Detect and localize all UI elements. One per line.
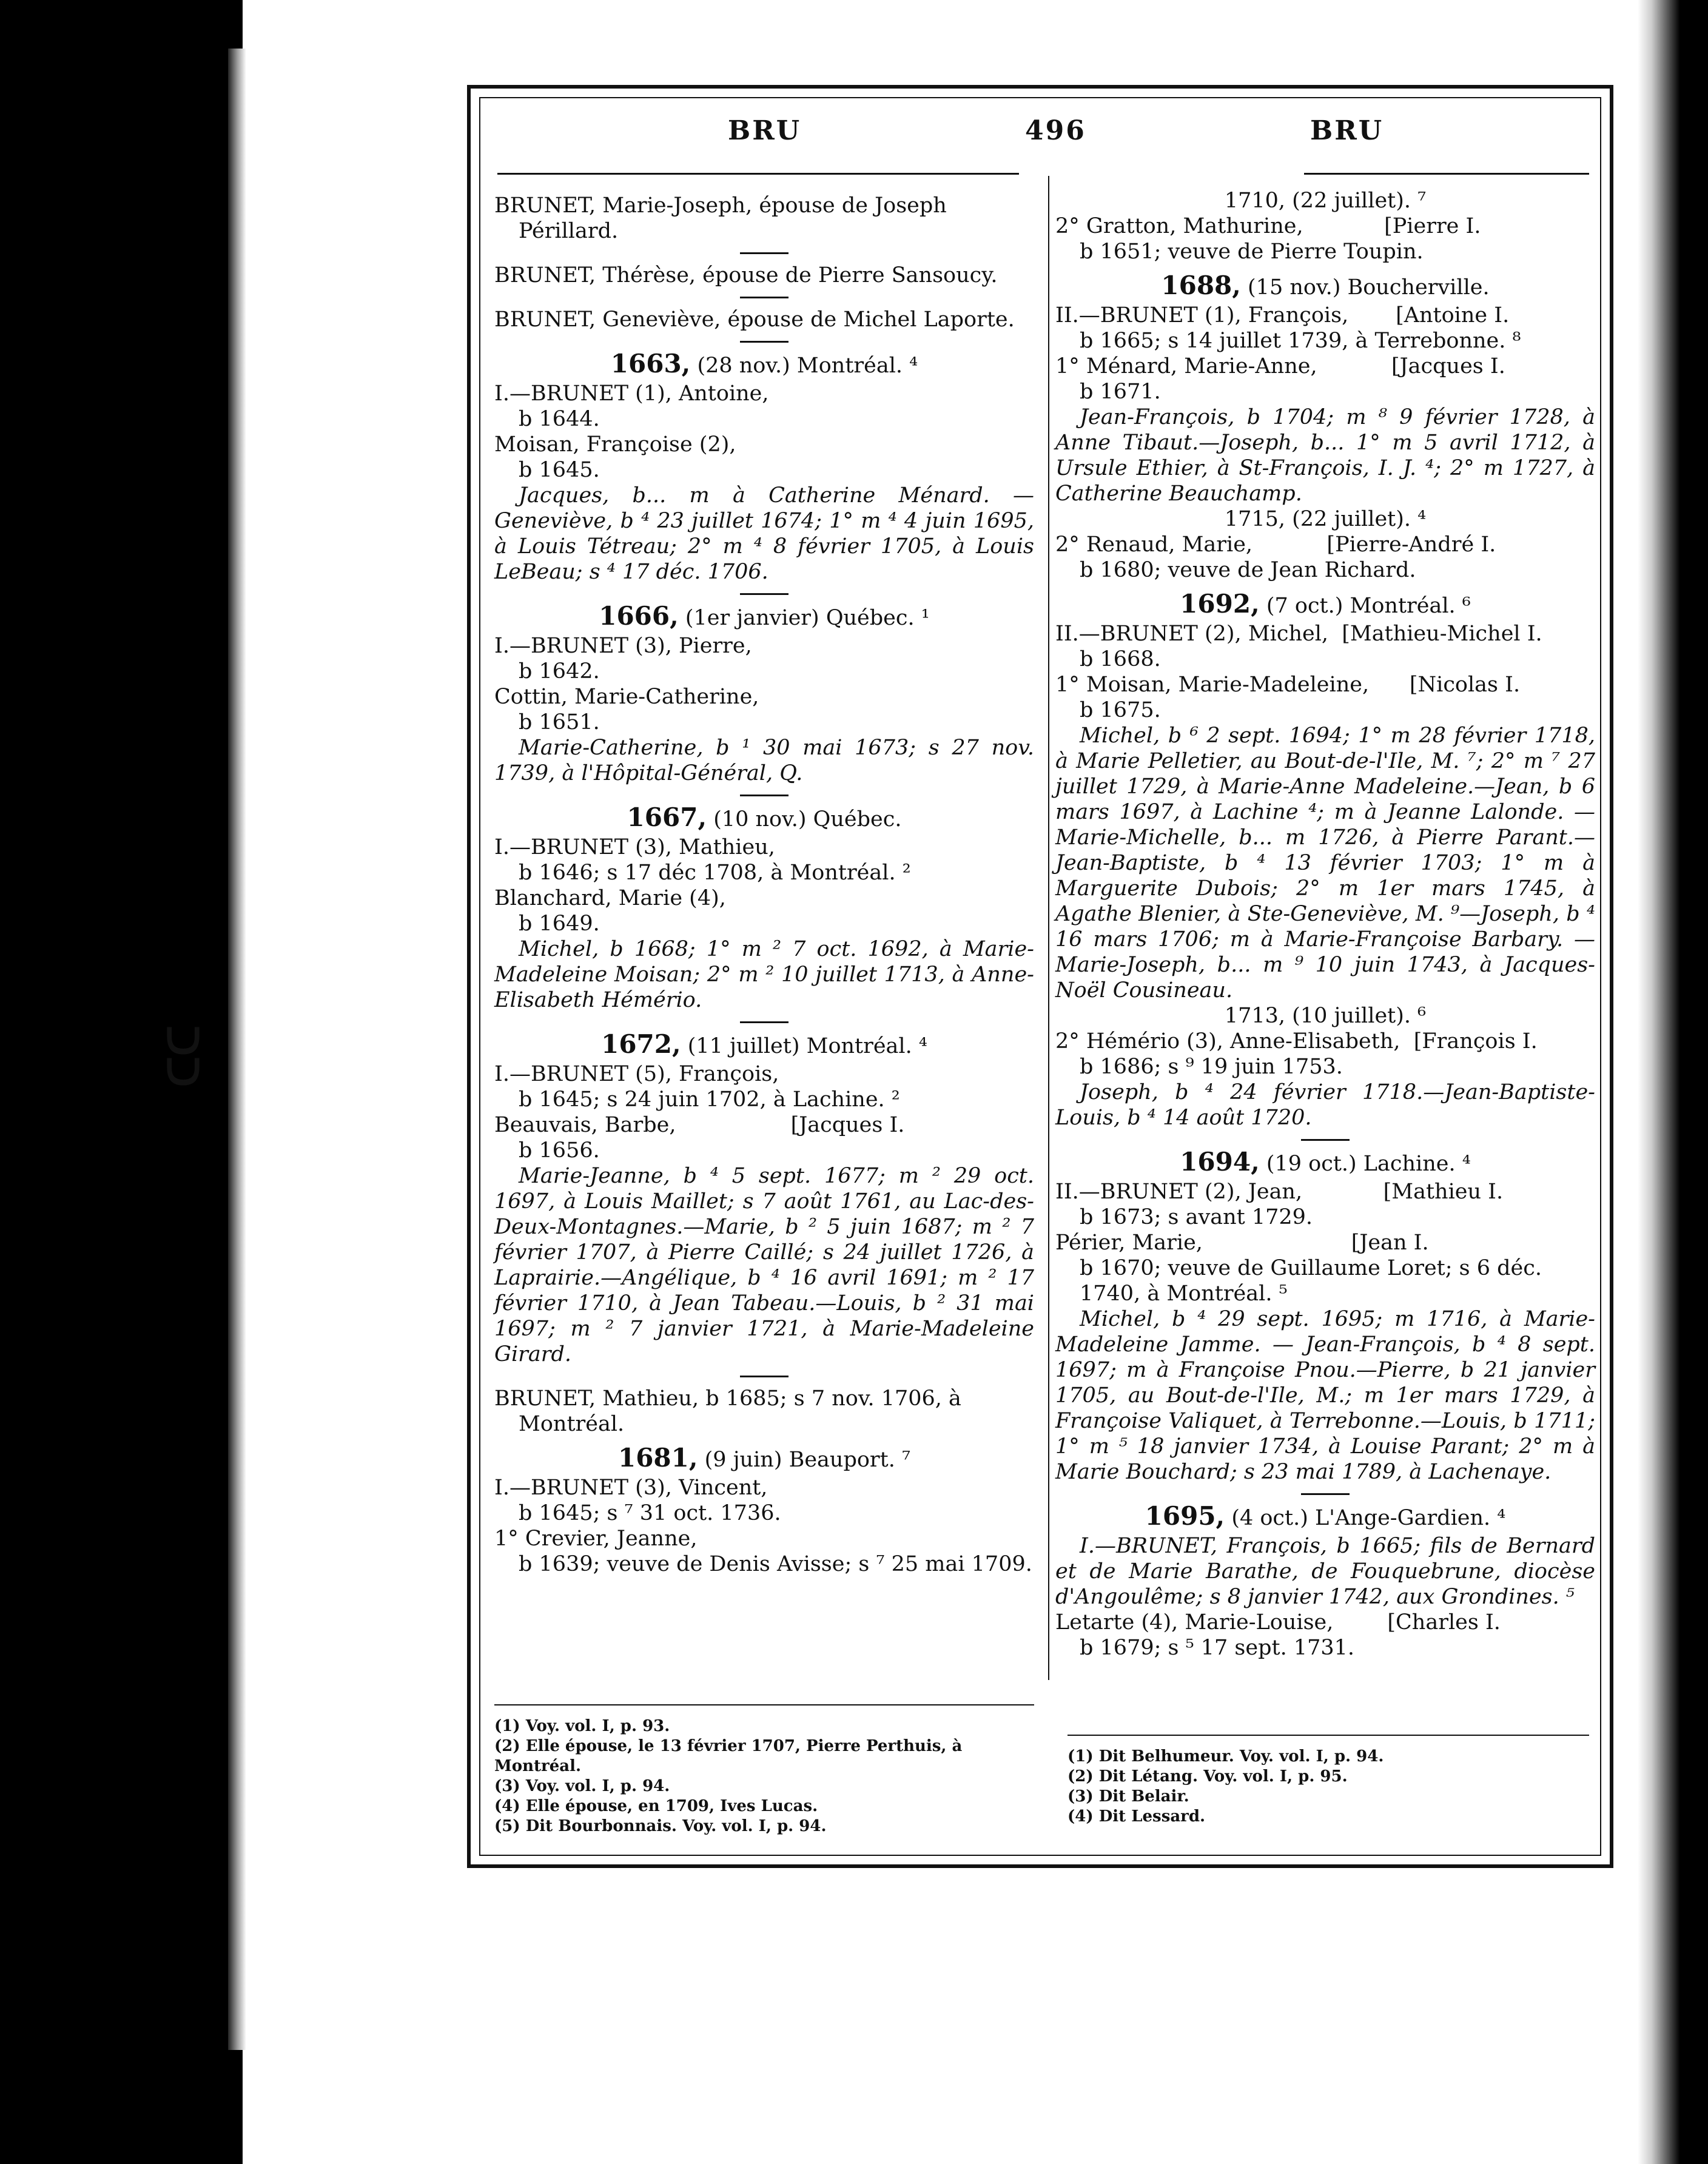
spouse-line: 1° Crevier, Jeanne, bbox=[494, 1527, 698, 1551]
spouse-detail: b 1646; s 17 déc 1708, à Montréal. ² bbox=[519, 861, 911, 885]
spouse-line: II.—BRUNET (2), Jean, [Mathieu I. bbox=[1055, 1180, 1504, 1204]
marriage-place: (1er janvier) Québec. ¹ bbox=[678, 606, 930, 630]
marriage-place: (19 oct.) Lachine. ⁴ bbox=[1259, 1152, 1471, 1176]
remarriage-date: 1710, (22 juillet). ⁷ bbox=[1224, 189, 1427, 213]
spouse-detail: b 1649. bbox=[519, 912, 600, 936]
marriage-place: (11 juillet) Montréal. ⁴ bbox=[681, 1034, 927, 1058]
spouse-line: 2° Renaud, Marie, [Pierre-André I. bbox=[1055, 533, 1496, 557]
marriage-year: 1688, bbox=[1161, 270, 1241, 300]
footnote: (1) Voy. vol. I, p. 93. bbox=[494, 1717, 670, 1735]
family-entry: BRUNET, Thérèse, épouse de Pierre Sansoucy. bbox=[494, 263, 998, 287]
marriage-year: 1667, bbox=[627, 802, 707, 832]
spouse-line: II.—BRUNET (1), François, [Antoine I. bbox=[1055, 303, 1510, 328]
footnote-rule-right bbox=[1068, 1735, 1589, 1736]
marriage-place: (28 nov.) Montréal. ⁴ bbox=[690, 354, 918, 378]
spouse-detail: b 1645. bbox=[519, 458, 600, 482]
marriage-year: 1672, bbox=[601, 1029, 681, 1059]
section-rule bbox=[740, 297, 788, 298]
marriage-date-heading bbox=[494, 603, 1034, 631]
marriage-place: (15 nov.) Boucherville. bbox=[1240, 275, 1490, 300]
spouse-line: I.—BRUNET (5), François, bbox=[494, 1062, 779, 1086]
spouse-line: Letarte (4), Marie-Louise, [Charles I. bbox=[1055, 1610, 1501, 1635]
footnote: (5) Dit Bourbonnais. Voy. vol. I, p. 94. bbox=[494, 1817, 827, 1835]
spouse-detail: b 1671. bbox=[1080, 380, 1161, 404]
spouse-detail: b 1656. bbox=[519, 1138, 600, 1163]
footnote: (2) Dit Létang. Voy. vol. I, p. 95. bbox=[1068, 1767, 1348, 1786]
header-rule-left bbox=[497, 173, 1019, 175]
section-rule bbox=[740, 341, 788, 343]
spouse-line: 1° Ménard, Marie-Anne, [Jacques I. bbox=[1055, 354, 1505, 378]
spouse-line: II.—BRUNET (2), Michel, [Mathieu-Michel I. bbox=[1055, 622, 1542, 646]
marriage-place: (10 nov.) Québec. bbox=[707, 807, 902, 832]
remarriage-date: 1713, (10 juillet). ⁶ bbox=[1224, 1004, 1427, 1028]
spouse-line: I.—BRUNET (1), Antoine, bbox=[494, 381, 769, 406]
spouse-detail: b 1651; veuve de Pierre Toupin. bbox=[1080, 240, 1424, 264]
children-paragraph: Joseph, b ⁴ 24 février 1718.—Jean-Baptiste-Louis, b ⁴ 14 août 1720. bbox=[1055, 1080, 1595, 1130]
marriage-year: 1694, bbox=[1180, 1147, 1260, 1177]
marriage-year: 1663, bbox=[610, 349, 691, 378]
spouse-detail: b 1675. bbox=[1080, 698, 1161, 722]
children-paragraph: Marie-Jeanne, b ⁴ 5 sept. 1677; m ² 29 oct. 1697, à Louis Maillet; s 7 août 1761, au Lac-des-Deux-Montagnes.—Marie, b ² 5 juin 1687; m ² 7 février 1707, à Pierre Caillé; s 24 juillet 1726, à Laprairie.—Angélique, b ⁴ 16 avril 1691; m ² 17 février 1710, à Jean Tabeau.—Louis, b ² 31 mai 1697; m ² 7 janvier 1721, à Marie-Madeleine Girard. bbox=[494, 1164, 1034, 1366]
spouse-detail: b 1686; s ⁹ 19 juin 1753. bbox=[1080, 1055, 1343, 1079]
children-paragraph: Michel, b ⁶ 2 sept. 1694; 1° m 28 février 1718, à Marie Pelletier, au Bout-de-l'Ile, M. ⁷; 2° m ⁷ 27 juillet 1729, à Marie-Anne Madeleine.—Jean, b 6 mars 1697, à Lachine ⁴; m à Jeanne Lalonde. — Marie-Michelle, b... m 1726, à Pierre Parant.—Jean-Baptiste, b ⁴ 13 février 1703; 1° m à Marguerite Dubois; 2° m 1er mars 1745, à Agathe Blenier, à Ste-Geneviève, M. ⁹—Joseph, b ⁴ 16 mars 1706; m à Marie-Françoise Barbary. — Marie-Joseph, b... m ⁹ 10 juin 1743, à Jacques-Noël Cousineau. bbox=[1055, 724, 1595, 1003]
spouse-detail: b 1673; s avant 1729. bbox=[1080, 1205, 1313, 1229]
marriage-place: (9 juin) Beauport. ⁷ bbox=[698, 1448, 910, 1472]
spouse-line: Blanchard, Marie (4), bbox=[494, 886, 726, 910]
right-column bbox=[1055, 188, 1595, 1661]
page-number: 496 bbox=[1025, 115, 1086, 146]
spouse-line: Périer, Marie, [Jean I. bbox=[1055, 1231, 1429, 1255]
footnote: (1) Dit Belhumeur. Voy. vol. I, p. 94. bbox=[1068, 1747, 1384, 1766]
marriage-date-heading bbox=[1055, 270, 1595, 300]
section-rule bbox=[740, 1021, 788, 1023]
footnote: (3) Voy. vol. I, p. 94. bbox=[494, 1777, 670, 1795]
marriage-place: (4 oct.) L'Ange-Gardien. ⁴ bbox=[1225, 1506, 1506, 1530]
section-rule bbox=[740, 593, 788, 595]
footnote: (4) Dit Lessard. bbox=[1068, 1807, 1206, 1826]
footnote: (2) Elle épouse, le 13 février 1707, Pierre Perthuis, à Montréal. bbox=[494, 1737, 963, 1775]
spouse-line: I.—BRUNET (3), Mathieu, bbox=[494, 835, 775, 859]
running-head-right: BRU bbox=[1310, 115, 1384, 146]
footnote: (4) Elle épouse, en 1709, Ives Lucas. bbox=[494, 1797, 818, 1815]
left-column bbox=[494, 188, 1034, 1577]
children-paragraph: Jacques, b... m à Catherine Ménard. — Geneviève, b ⁴ 23 juillet 1674; 1° m ⁴ 4 juin 1695, à Louis Tétreau; 2° m ⁴ 8 février 1705, à Louis LeBeau; s ⁴ 17 déc. 1706. bbox=[494, 483, 1034, 584]
spouse-detail: b 1679; s ⁵ 17 sept. 1731. bbox=[1080, 1636, 1355, 1660]
section-rule bbox=[740, 795, 788, 796]
column-divider bbox=[1048, 176, 1049, 1680]
children-paragraph: Michel, b 1668; 1° m ² 7 oct. 1692, à Marie-Madeleine Moisan; 2° m ² 10 juillet 1713, à Anne-Elisabeth Hémério. bbox=[494, 937, 1034, 1012]
marriage-date-heading bbox=[1055, 591, 1595, 619]
footnote: (3) Dit Belair. bbox=[1068, 1787, 1189, 1806]
spouse-line: I.—BRUNET (3), Pierre, bbox=[494, 634, 752, 658]
children-paragraph: Marie-Catherine, b ¹ 30 mai 1673; s 27 nov. 1739, à l'Hôpital-Général, Q. bbox=[494, 736, 1034, 785]
spouse-detail: b 1645; s 24 juin 1702, à Lachine. ² bbox=[519, 1087, 900, 1112]
marriage-date-heading bbox=[494, 351, 1034, 378]
marriage-date-heading bbox=[1055, 1501, 1595, 1531]
children-paragraph: Jean-François, b 1704; m ⁸ 9 février 1728, à Anne Tibaut.—Joseph, b... 1° m 5 avril 1712, à Ursule Ethier, à St-François, I. J. ⁴; 2° m 1727, à Catherine Beauchamp. bbox=[1055, 405, 1595, 506]
footnotes-left bbox=[494, 1716, 1034, 1836]
section-rule bbox=[740, 252, 788, 254]
spouse-detail: b 1645; s ⁷ 31 oct. 1736. bbox=[519, 1501, 781, 1525]
page-edge-shadow bbox=[1638, 0, 1708, 2164]
spouse-detail: b 1642. bbox=[519, 659, 600, 684]
marriage-date-heading bbox=[494, 1445, 1034, 1473]
spouse-line: Beauvais, Barbe, [Jacques I. bbox=[494, 1113, 905, 1137]
children-paragraph: Michel, b ⁴ 29 sept. 1695; m 1716, à Marie-Madeleine Jamme. — Jean-François, b ⁴ 8 sept. 1697; m à Françoise Pnou.—Pierre, b 21 janvier 1705, au Bout-de-l'Ile, M.; m 1er mars 1729, à Françoise Valiquet, à Terrebonne.—Louis, b 1711; 1° m ⁵ 18 janvier 1734, à Louise Parant; 2° m à Marie Bouchard; s 23 mai 1789, à Lachenaye. bbox=[1055, 1307, 1595, 1484]
header-rule-right bbox=[1304, 173, 1589, 175]
family-entry: BRUNET, Marie-Joseph, épouse de Joseph Périllard. bbox=[494, 193, 947, 243]
spouse-line: Cottin, Marie-Catherine, bbox=[494, 685, 759, 709]
spouse-detail: b 1680; veuve de Jean Richard. bbox=[1080, 558, 1416, 582]
marriage-year: 1695, bbox=[1145, 1501, 1225, 1531]
spouse-line: 2° Gratton, Mathurine, [Pierre I. bbox=[1055, 214, 1481, 238]
spouse-line: 2° Hémério (3), Anne-Elisabeth, [François I. bbox=[1055, 1029, 1538, 1053]
marriage-place: (7 oct.) Montréal. ⁶ bbox=[1259, 594, 1471, 618]
spouse-line: Moisan, Françoise (2), bbox=[494, 432, 736, 457]
section-rule bbox=[740, 1376, 788, 1377]
family-entry: BRUNET, Geneviève, épouse de Michel Laporte. bbox=[494, 307, 1015, 332]
spouse-detail: b 1644. bbox=[519, 407, 600, 431]
spouse-detail: b 1668. bbox=[1080, 647, 1161, 671]
remarriage-date: 1715, (22 juillet). ⁴ bbox=[1224, 507, 1427, 531]
marriage-date-heading bbox=[494, 1029, 1034, 1059]
footnote-rule-left bbox=[494, 1704, 1034, 1705]
spouse-detail: b 1639; veuve de Denis Avisse; s ⁷ 25 mai 1709. bbox=[519, 1552, 1032, 1576]
marriage-year: 1692, bbox=[1180, 589, 1260, 619]
section-rule bbox=[1301, 1493, 1350, 1495]
footnotes-right bbox=[1068, 1747, 1589, 1827]
marriage-year: 1681, bbox=[617, 1443, 698, 1473]
family-entry: BRUNET, Mathieu, b 1685; s 7 nov. 1706, à Montréal. bbox=[494, 1386, 961, 1436]
margin-handwritten-mark: ᑐᑐ bbox=[157, 1025, 208, 1087]
spouse-detail: b 1665; s 14 juillet 1739, à Terrebonne. ⁸ bbox=[1080, 329, 1521, 353]
marriage-date-heading bbox=[494, 802, 1034, 832]
book-binding-edge bbox=[228, 49, 246, 2050]
spouse-detail: b 1670; veuve de Guillaume Loret; s 6 déc. 1740, à Montréal. ⁵ bbox=[1080, 1256, 1542, 1306]
spouse-line: 1° Moisan, Marie-Madeleine, [Nicolas I. bbox=[1055, 673, 1521, 697]
marriage-date-heading bbox=[1055, 1149, 1595, 1177]
spouse-detail: b 1651. bbox=[519, 710, 600, 734]
section-rule bbox=[1301, 1139, 1350, 1141]
page-header bbox=[485, 115, 1595, 158]
marriage-year: 1666, bbox=[599, 601, 679, 631]
children-paragraph: I.—BRUNET, François, b 1665; fils de Bernard et de Marie Barathe, de Fouquebrune, diocèse d'Angoulême; s 8 janvier 1742, aux Grondines. ⁵ bbox=[1055, 1534, 1595, 1609]
spouse-line: I.—BRUNET (3), Vincent, bbox=[494, 1476, 768, 1500]
running-head-left: BRU bbox=[728, 115, 802, 146]
